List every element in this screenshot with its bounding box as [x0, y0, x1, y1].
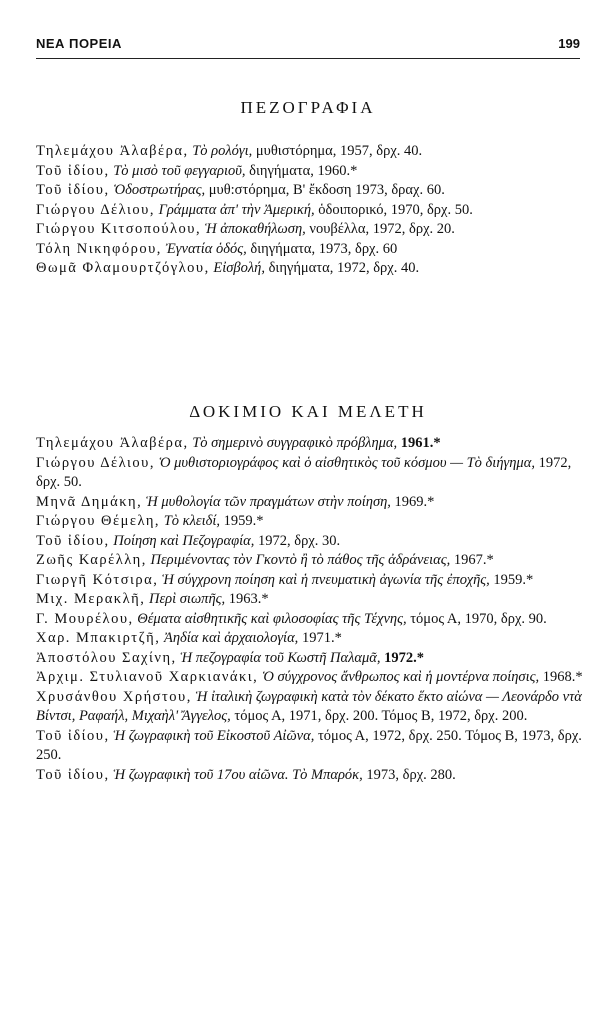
- prose-entry-list: [36, 142, 586, 279]
- list-item: Γιώργου Θέμελη, Τὸ κλειδί, 1959.*: [36, 513, 264, 529]
- list-item: Ζωῆς Καρέλλη, Περιμένοντας τὸν Γκοντὸ ἢ τὸ πάθος τῆς ἀδράνειας, 1967.*: [36, 552, 494, 568]
- list-item: Τηλεμάχου Ἀλαβέρα, Τὸ ρολόγι, μυθιστόρημα, 1957, δρχ. 40.: [36, 143, 423, 159]
- list-item: Τοῦ ἰδίου, Ἡ ζωγραφικὴ τοῦ Εἰκοστοῦ Αἰῶνα, τόμος Α, 1972, δρχ. 250. Τόμος Β, 1973, δρχ. 250.: [36, 727, 582, 763]
- list-item: Τηλεμάχου Ἀλαβέρα, Τὸ σημερινὸ συγγραφικὸ πρόβλημα, 1961.*: [36, 435, 441, 451]
- journal-name: ΝΕΑ ΠΟΡΕΙΑ: [36, 36, 122, 51]
- list-item: Ἀρχιμ. Στυλιανοῦ Χαρκιανάκι, Ὁ σύγχρονος ἄνθρωπος καὶ ἡ μοντέρνα ποίησις, 1968.*: [36, 669, 583, 685]
- list-item: Μηνᾶ Δημάκη, Ἡ μυθολογία τῶν πραγμάτων στὴν ποίηση, 1969.*: [36, 493, 435, 510]
- list-item: Γιώργου Δέλιου, Ὁ μυθιστοριογράφος καὶ ὁ αἰσθητικὸς τοῦ κόσμου — Τὸ διήγημα, 1972, δρχ. 50.: [36, 454, 572, 490]
- essay-entry-list: [36, 434, 586, 785]
- list-item: Τοῦ ἰδίου, Τὸ μισὸ τοῦ φεγγαριοῦ, διηγήματα, 1960.*: [36, 162, 358, 179]
- section-heading-essay: ΔΟΚΙΜΙΟ ΚΑΙ ΜΕΛΕΤΗ: [189, 402, 427, 421]
- list-item: Γ. Μουρέλου, Θέματα αἰσθητικῆς καὶ φιλοσοφίας τῆς Τέχνης, τόμος Α, 1970, δρχ. 90.: [36, 610, 547, 627]
- page-number: 199: [558, 36, 580, 51]
- section-heading-prose: ΠΕΖΟΓΡΑΦΙΑ: [240, 98, 376, 117]
- list-item: Γιώργου Κιτσοπούλου, Ἡ ἀποκαθήλωση, νουβέλλα, 1972, δρχ. 20.: [36, 221, 455, 237]
- list-item: Χρυσάνθου Χρήστου, Ἡ ἰταλικὴ ζωγραφικὴ κατὰ τὸν δέκατο ἕκτο αἰώνα — Λεονάρδο ντὰ Βίντσι, Ραφαήλ, Μιχαὴλ' Ἄγγελος, τόμος Α, 1971, δρχ. 200. Τόμος Β, 1972, δρχ. 200.: [36, 688, 582, 724]
- list-item: Τόλη Νικηφόρου, Ἐγνατία ὁδός, διηγήματα, 1973, δρχ. 60: [36, 240, 398, 257]
- list-item: Χαρ. Μπακιρτζῆ, Ἀηδία καὶ ἀρχαιολογία, 1971.*: [36, 630, 342, 646]
- list-item: Μιχ. Μερακλῆ, Περὶ σιωπῆς, 1963.*: [36, 591, 269, 607]
- list-item: Τοῦ ἰδίου, Ἡ ζωγραφικὴ τοῦ 17ου αἰῶνα. Τὸ Μπαρόκ, 1973, δρχ. 280.: [36, 766, 456, 783]
- list-item: Γιώργου Δέλιου, Γράμματα ἀπ' τὴν Ἀμερική, ὁδοιπορικό, 1970, δρχ. 50.: [36, 201, 473, 218]
- list-item: Τοῦ ἰδίου, Ποίηση καὶ Πεζογραφία, 1972, δρχ. 30.: [36, 532, 341, 549]
- list-item: Θωμᾶ Φλαμουρτζόγλου, Εἰσβολή, διηγήματα, 1972, δρχ. 40.: [36, 260, 420, 276]
- list-item: Τοῦ ἰδίου, Ὁδοστρωτήρας, μυθ:στόρημα, Β' ἔκδοση 1973, δραχ. 60.: [36, 182, 445, 198]
- list-item: Γιωργῆ Κότσιρα, Ἡ σύγχρονη ποίηση καὶ ἡ πνευματικὴ ἀγωνία τῆς ἐποχῆς, 1959.*: [36, 571, 534, 588]
- list-item: Ἀποστόλου Σαχίνη, Ἡ πεζογραφία τοῦ Κωστῆ Παλαμᾶ, 1972.*: [36, 649, 425, 666]
- running-header: [36, 36, 580, 59]
